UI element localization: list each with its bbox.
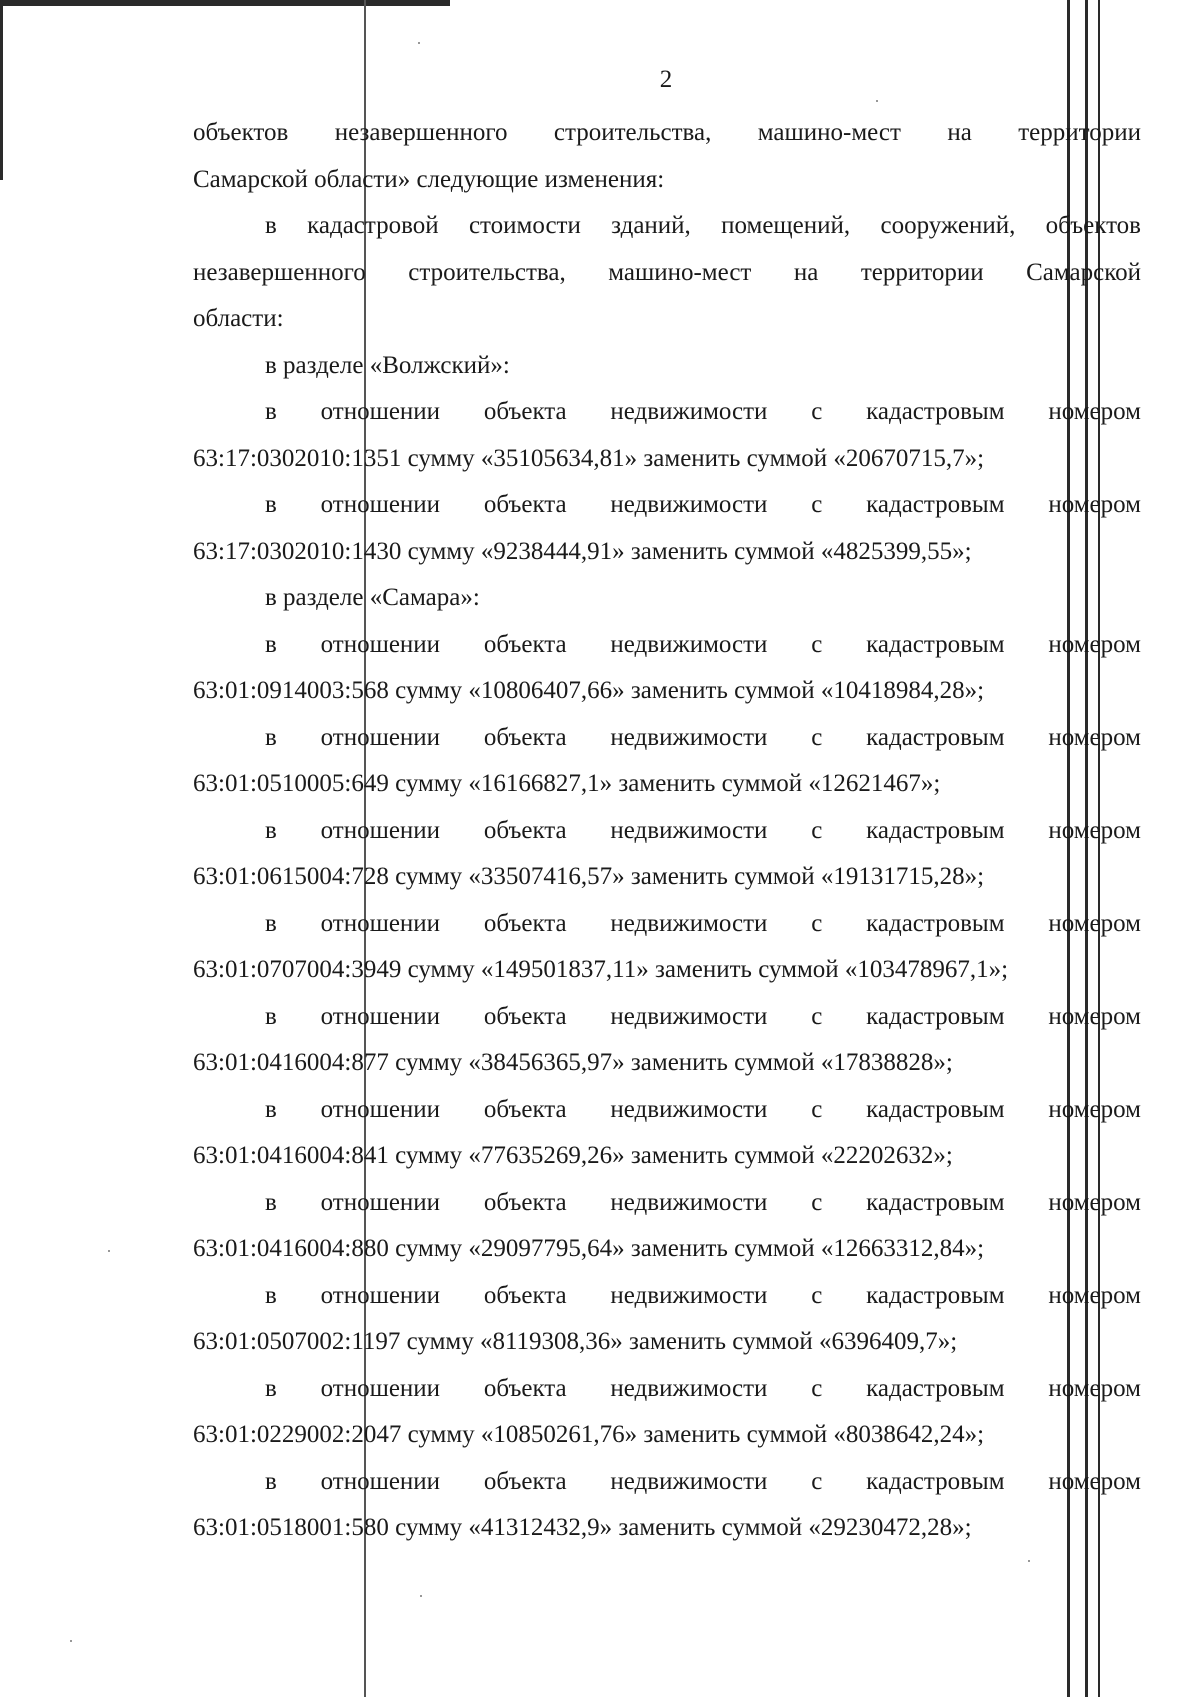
amendment-entry <box>193 1180 1141 1273</box>
scan-speck <box>876 100 878 102</box>
page-number: 2 <box>659 66 673 93</box>
intro-line-2: Самарской области» следующие изменения: <box>193 165 665 193</box>
subheading-paragraph <box>193 203 1141 343</box>
entry-lead: в отношении объекта недвижимости с кадастровым номером <box>265 630 1141 658</box>
scan-artifact-top-edge <box>0 0 450 6</box>
subheading-line-2: незавершенного строительства, машино-мест на территории Самарской <box>193 258 1141 286</box>
amendment-entry <box>193 1366 1141 1459</box>
subheading-line-3: области: <box>193 305 284 332</box>
amendment-entry <box>193 808 1141 901</box>
entry-detail: 63:01:0229002:2047 сумму «10850261,76» заменить суммой «8038642,24»; <box>193 1421 985 1448</box>
entry-detail: 63:01:0507002:1197 сумму «8119308,36» заменить суммой «6396409,7»; <box>193 1328 958 1355</box>
entry-lead: в отношении объекта недвижимости с кадастровым номером <box>265 723 1141 751</box>
entry-detail: 63:01:0416004:880 сумму «29097795,64» заменить суммой «12663312,84»; <box>193 1235 985 1262</box>
entry-detail: 63:01:0518001:580 сумму «41312432,9» заменить суммой «29230472,28»; <box>193 1514 972 1541</box>
scan-speck <box>418 42 420 44</box>
amendment-entry <box>193 715 1141 808</box>
entry-lead: в отношении объекта недвижимости с кадастровым номером <box>265 909 1141 937</box>
amendment-entry <box>193 389 1141 482</box>
scan-speck <box>70 1640 72 1642</box>
entry-lead: в отношении объекта недвижимости с кадастровым номером <box>265 1467 1141 1495</box>
amendment-entry <box>193 482 1141 575</box>
entry-detail: 63:01:0510005:649 сумму «16166827,1» заменить суммой «12621467»; <box>193 770 941 797</box>
entry-lead: в отношении объекта недвижимости с кадастровым номером <box>265 398 1141 425</box>
entry-detail: 63:01:0615004:728 сумму «33507416,57» заменить суммой «19131715,28»; <box>193 863 985 890</box>
entry-lead: в отношении объекта недвижимости с кадастровым номером <box>265 1374 1141 1402</box>
entry-detail: 63:01:0914003:568 сумму «10806407,66» заменить суммой «10418984,28»; <box>193 677 985 704</box>
entry-detail: 63:01:0707004:3949 сумму «149501837,11» заменить суммой «103478967,1»; <box>193 956 1009 983</box>
scan-speck <box>1028 1560 1030 1562</box>
entry-detail: 63:01:0416004:877 сумму «38456365,97» заменить суммой «17838828»; <box>193 1049 953 1076</box>
amendment-entry <box>193 901 1141 994</box>
amendment-entry <box>193 1087 1141 1180</box>
document-body <box>193 110 1141 1552</box>
scan-speck <box>108 1250 110 1252</box>
intro-line-1: объектов незавершенного строительства, машино-мест на территории <box>193 119 1141 146</box>
intro-paragraph <box>193 110 1141 203</box>
amendment-entry <box>193 994 1141 1087</box>
entry-lead: в отношении объекта недвижимости с кадастровым номером <box>265 1188 1141 1216</box>
section-heading-samara: в разделе «Самара»: <box>265 584 480 611</box>
entry-lead: в отношении объекта недвижимости с кадастровым номером <box>265 1281 1141 1309</box>
entry-lead: в отношении объекта недвижимости с кадастровым номером <box>265 1002 1141 1030</box>
section-heading-volzhsky: в разделе «Волжский»: <box>265 351 510 379</box>
subheading-line-1: в кадастровой стоимости зданий, помещений, сооружений, объектов <box>265 212 1141 239</box>
amendment-entry <box>193 1459 1141 1552</box>
entry-lead: в отношении объекта недвижимости с кадастровым номером <box>265 1095 1141 1123</box>
entry-detail: 63:17:0302010:1351 сумму «35105634,81» заменить суммой «20670715,7»; <box>193 444 985 472</box>
entry-lead: в отношении объекта недвижимости с кадастровым номером <box>265 816 1141 844</box>
entry-lead: в отношении объекта недвижимости с кадастровым номером <box>265 491 1141 518</box>
entry-detail: 63:17:0302010:1430 сумму «9238444,91» заменить суммой «4825399,55»; <box>193 537 972 565</box>
scan-speck <box>420 1595 422 1597</box>
amendment-entry <box>193 1273 1141 1366</box>
entry-detail: 63:01:0416004:841 сумму «77635269,26» заменить суммой «22202632»; <box>193 1142 953 1169</box>
amendment-entry <box>193 622 1141 715</box>
